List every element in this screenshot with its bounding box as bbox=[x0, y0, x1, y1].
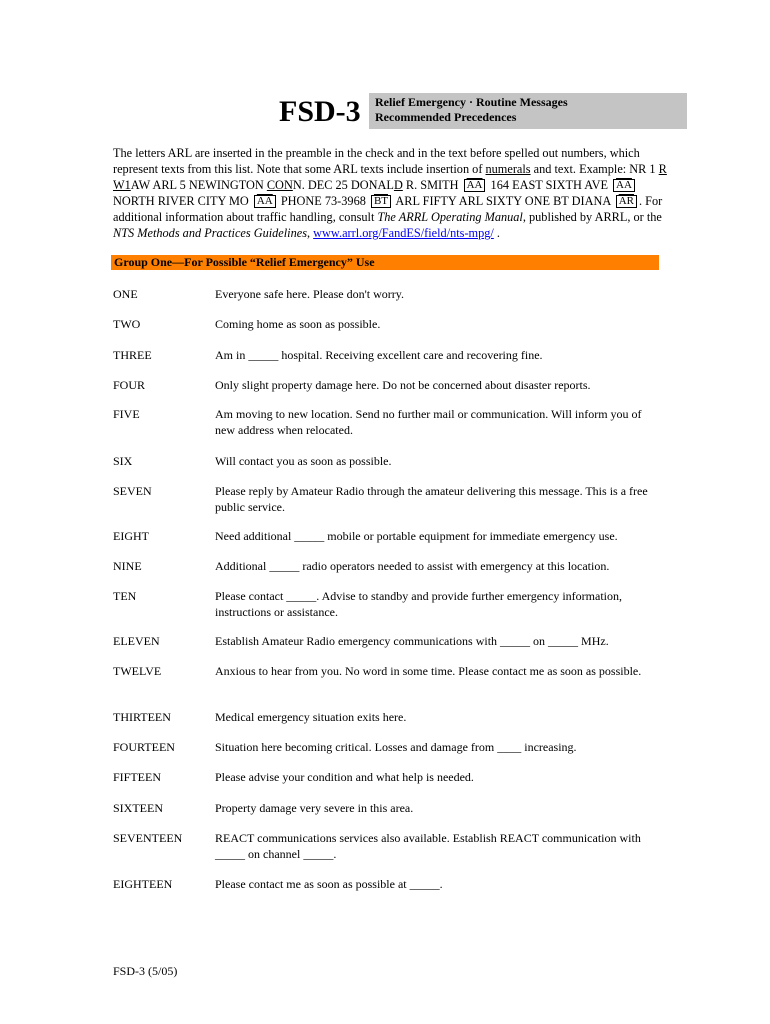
row-number: SIX bbox=[113, 454, 133, 468]
row-text: Please contact _____. Advise to standby and provide further emergency information, instructions or assistance. bbox=[215, 589, 623, 619]
row-number: EIGHT bbox=[113, 529, 149, 543]
row-text: Property damage very severe in this area. bbox=[215, 801, 414, 815]
row-text: Medical emergency situation exits here. bbox=[215, 710, 407, 724]
prosign-aa: $\overline{AA}$ bbox=[464, 179, 486, 192]
header-title-line-1: Relief Emergency · Routine Messages bbox=[375, 95, 568, 109]
manual-title: The ARRL Operating Manual bbox=[377, 210, 523, 225]
row-number: FOUR bbox=[113, 378, 146, 392]
row-number: TWO bbox=[113, 317, 141, 331]
row-text: Situation here becoming critical. Losses and damage from ____ increasing. bbox=[215, 740, 577, 754]
row-text: Am in _____ hospital. Receiving excellent care and recovering fine. bbox=[215, 348, 543, 362]
row-text: REACT communications services also available. Establish REACT communication with _____ on channel _____. bbox=[215, 831, 641, 861]
nts-guidelines-link[interactable]: www.arrl.org/FandES/field/nts-mpg/ bbox=[313, 226, 494, 241]
row-number: ELEVEN bbox=[113, 634, 160, 648]
row-number: THIRTEEN bbox=[113, 710, 171, 724]
row-number: FIVE bbox=[113, 407, 140, 421]
row-number: SEVENTEEN bbox=[113, 831, 183, 845]
prosign-aa: $\overline{AA}$ bbox=[613, 179, 635, 192]
header-box bbox=[369, 93, 687, 129]
footer-form-id: FSD-3 (5/05) bbox=[113, 964, 178, 978]
row-text: Please reply by Amateur Radio through the amateur delivering this message. This is a free public service. bbox=[215, 484, 648, 514]
form-code: FSD-3 bbox=[279, 95, 361, 128]
row-number: FOURTEEN bbox=[113, 740, 175, 754]
prosign-ar: $\overline{AR}$ bbox=[616, 195, 637, 208]
prosign-aa: $\overline{AA}$ bbox=[254, 195, 276, 208]
row-number: ONE bbox=[113, 287, 138, 301]
prosign-bt: $\overline{BT}$ bbox=[371, 195, 391, 208]
intro-paragraph: The letters ARL are inserted in the preamble in the check and in the text before spelled out numbers, which represent texts from this list. Note that some ARL texts include insertion of numerals and text. Example: NR 1 R W1AW ARL 5 NEWINGTON CONN. DEC 25 DONALD R. SMITH $\overline{AA}$ 164 EAST SIXTH AVE $\overline{AA}$ NORTH RIVER CITY MO $\overline{AA}$ PHONE 73-3968 $\overline{BT}$ ARL FIFTY ARL SIXTY ONE BT DIANA $\overline{AR}$ . For additional information about traffic handling, consult The ARRL Operating Manual, published by ARRL, or the NTS Methods and Practices Guidelines, www.arrl.org/FandES/field/nts-mpg/ . bbox=[113, 146, 667, 241]
row-number: SIXTEEN bbox=[113, 801, 163, 815]
row-number: TWELVE bbox=[113, 664, 162, 678]
row-text: Am moving to new location. Send no further mail or communication. Will inform you of new address when relocated. bbox=[215, 407, 642, 437]
row-number: SEVEN bbox=[113, 484, 152, 498]
row-number: THREE bbox=[113, 348, 152, 362]
row-number: NINE bbox=[113, 559, 142, 573]
row-text: Please advise your condition and what help is needed. bbox=[215, 770, 474, 784]
row-text: Establish Amateur Radio emergency communications with _____ on _____ MHz. bbox=[215, 634, 609, 648]
header-title-line-2: Recommended Precedences bbox=[375, 110, 517, 124]
row-text: Additional _____ radio operators needed to assist with emergency at this location. bbox=[215, 559, 610, 573]
row-text: Only slight property damage here. Do not be concerned about disaster reports. bbox=[215, 378, 591, 392]
row-text: Will contact you as soon as possible. bbox=[215, 454, 392, 468]
group-one-heading: Group One—For Possible “Relief Emergency” Use bbox=[111, 255, 659, 270]
row-text: Need additional _____ mobile or portable equipment for immediate emergency use. bbox=[215, 529, 618, 543]
row-number: TEN bbox=[113, 589, 137, 603]
row-text: Everyone safe here. Please don't worry. bbox=[215, 287, 404, 301]
row-text: Please contact me as soon as possible at _____. bbox=[215, 877, 443, 891]
row-text: Coming home as soon as possible. bbox=[215, 317, 381, 331]
row-number: EIGHTEEN bbox=[113, 877, 173, 891]
row-text: Anxious to hear from you. No word in some time. Please contact me as soon as possible. bbox=[215, 664, 642, 678]
row-number: FIFTEEN bbox=[113, 770, 161, 784]
guidelines-title: NTS Methods and Practices Guidelines bbox=[113, 226, 307, 241]
